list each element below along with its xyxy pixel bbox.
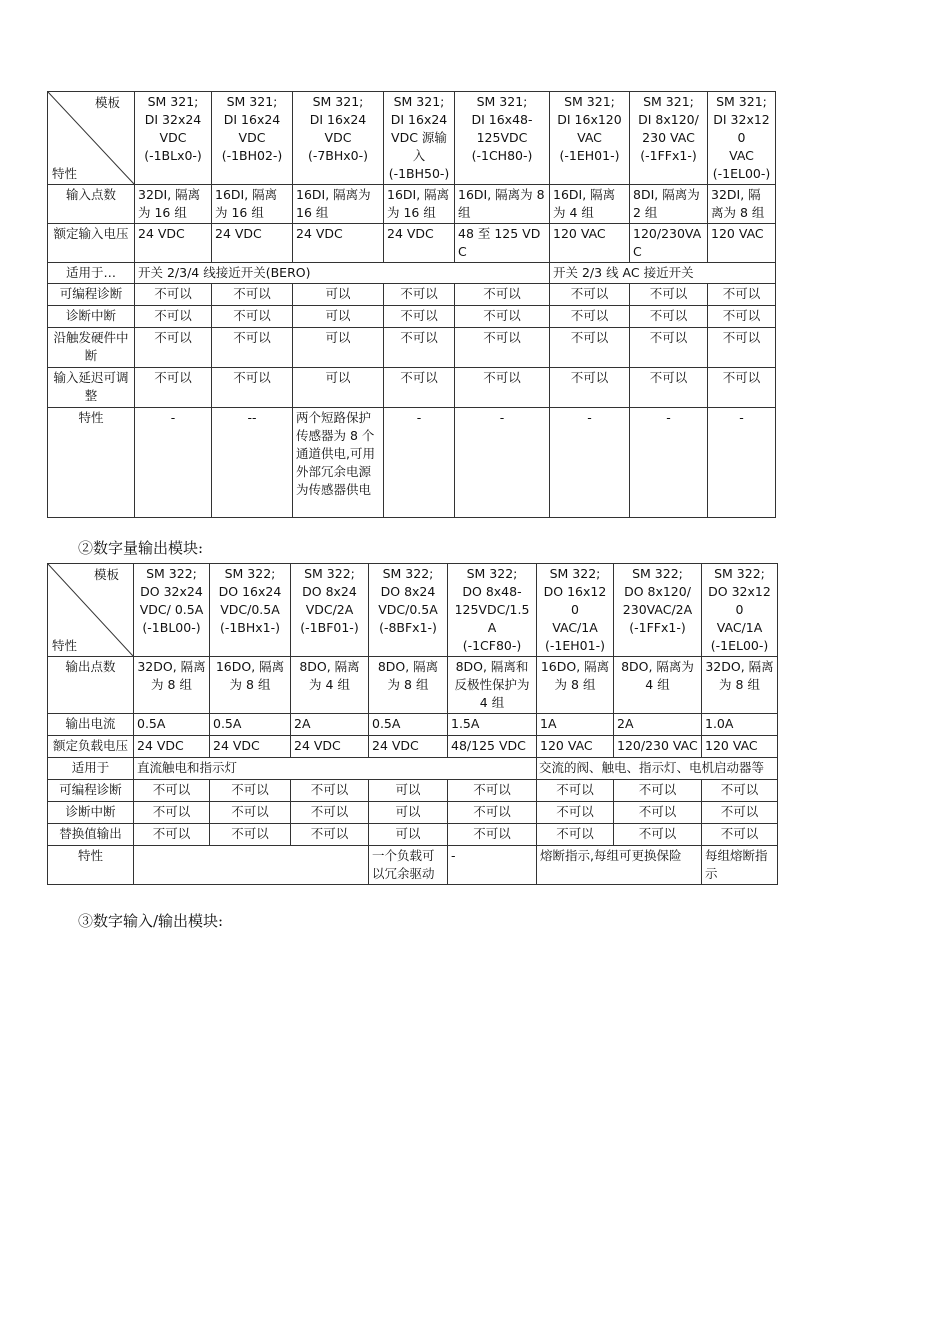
table-cell: 不可以 xyxy=(537,824,614,846)
table-cell: 24 VDC xyxy=(291,736,369,758)
table-cell: 24 VDC xyxy=(293,224,384,263)
di-module-header: SM 321; DI 16x24 VDC (-1BH02-) xyxy=(212,92,293,185)
table-cell: 不可以 xyxy=(134,824,210,846)
di-row-input-points xyxy=(48,185,776,224)
table-cell: - xyxy=(630,408,708,518)
table-cell: 两个短路保护传感器为 8 个通道供电,可用外部冗余电源为传感器供电 xyxy=(293,408,384,518)
table-cell: 不可以 xyxy=(708,368,776,408)
di-module-header: SM 321; DI 16x120 VAC (-1EH01-) xyxy=(550,92,630,185)
row-label: 输入点数 xyxy=(48,185,135,224)
table-cell: 不可以 xyxy=(702,780,778,802)
table-cell: 不可以 xyxy=(134,802,210,824)
table-cell: 不可以 xyxy=(384,368,455,408)
table-cell: 16DO, 隔离为 8 组 xyxy=(210,657,291,714)
table-cell: 不可以 xyxy=(210,824,291,846)
table-cell: 可以 xyxy=(369,780,448,802)
table-cell: 可以 xyxy=(293,306,384,328)
do-module-header: SM 322; DO 8x48- 125VDC/1.5A (-1CF80-) xyxy=(448,564,537,657)
table-cell: 24 VDC xyxy=(135,224,212,263)
table-cell: - xyxy=(550,408,630,518)
table-cell: - xyxy=(448,846,537,885)
do-module-header: SM 322; DO 8x120/ 230VAC/2A (-1FFx1-) xyxy=(614,564,702,657)
do-module-header: SM 322; DO 32x24 VDC/ 0.5A (-1BL00-) xyxy=(134,564,210,657)
table-cell: 120/230 VAC xyxy=(614,736,702,758)
table-cell: 不可以 xyxy=(550,306,630,328)
table-cell: 不可以 xyxy=(212,368,293,408)
table-cell: 不可以 xyxy=(630,328,708,368)
table-cell-ac: 交流的阀、触电、指示灯、电机启动器等 xyxy=(537,758,778,780)
table-cell: 不可以 xyxy=(448,780,537,802)
di-header-row xyxy=(48,92,776,185)
row-label: 可编程诊断 xyxy=(48,780,134,802)
table-cell: 可以 xyxy=(293,284,384,306)
table-cell: 不可以 xyxy=(455,284,550,306)
do-row-features xyxy=(48,846,778,885)
table-cell: 24 VDC xyxy=(134,736,210,758)
table-cell: 一个负载可以冗余驱动 xyxy=(369,846,448,885)
di-row-edge-interrupt xyxy=(48,328,776,368)
table-cell: 不可以 xyxy=(291,802,369,824)
table-cell: 8DO, 隔离为 4 组 xyxy=(614,657,702,714)
table-cell: 可以 xyxy=(369,824,448,846)
do-row-output-points xyxy=(48,657,778,714)
table-cell: 不可以 xyxy=(212,284,293,306)
di-module-header: SM 321; DI 16x48- 125VDC (-1CH80-) xyxy=(455,92,550,185)
do-module-header: SM 322; DO 32x120 VAC/1A (-1EL00-) xyxy=(702,564,778,657)
table-cell: 1A xyxy=(537,714,614,736)
di-corner-cell xyxy=(48,92,135,185)
table-cell: 16DI, 隔离为 16 组 xyxy=(384,185,455,224)
table-cell: 32DO, 隔离为 8 组 xyxy=(134,657,210,714)
do-module-header: SM 322; DO 16x120 VAC/1A (-1EH01-) xyxy=(537,564,614,657)
table-cell: 120 VAC xyxy=(708,224,776,263)
row-label: 额定输入电压 xyxy=(48,224,135,263)
row-label: 沿触发硬件中断 xyxy=(48,328,135,368)
table-cell-empty xyxy=(134,846,369,885)
do-corner-cell xyxy=(48,564,134,657)
table-cell: 不可以 xyxy=(630,284,708,306)
section-heading-digital-io: ③数字输入/输出模块: xyxy=(78,912,224,930)
di-module-header: SM 321; DI 32x24 VDC (-1BLx0-) xyxy=(135,92,212,185)
table-cell-dc: 直流触电和指示灯 xyxy=(134,758,537,780)
table-cell: 1.5A xyxy=(448,714,537,736)
do-module-header: SM 322; DO 8x24 VDC/0.5A (-8BFx1-) xyxy=(369,564,448,657)
table-cell: 不可以 xyxy=(550,368,630,408)
digital-input-module-table xyxy=(47,91,776,518)
table-cell: 32DO, 隔离为 8 组 xyxy=(702,657,778,714)
di-module-header: SM 321; DI 8x120/ 230 VAC (-1FFx1-) xyxy=(630,92,708,185)
table-cell: 0.5A xyxy=(369,714,448,736)
table-cell: 8DO, 隔离和反极性保护为 4 组 xyxy=(448,657,537,714)
section-heading-digital-output: ②数字量输出模块: xyxy=(78,539,204,557)
table-cell: 不可以 xyxy=(550,328,630,368)
table-cell: 不可以 xyxy=(455,306,550,328)
di-row-input-delay xyxy=(48,368,776,408)
table-cell: 不可以 xyxy=(455,368,550,408)
corner-label-module: 模板 xyxy=(94,95,120,110)
table-cell: - xyxy=(455,408,550,518)
di-row-programmable-diagnostics xyxy=(48,284,776,306)
row-label: 适用于… xyxy=(48,263,135,284)
table-cell: 120 VAC xyxy=(550,224,630,263)
corner-label-feature: 特性 xyxy=(52,638,78,653)
table-cell: 不可以 xyxy=(384,328,455,368)
corner-label-feature: 特性 xyxy=(52,166,78,181)
row-label: 替换值输出 xyxy=(48,824,134,846)
table-cell: 每组熔断指示 xyxy=(702,846,778,885)
table-cell: 不可以 xyxy=(702,824,778,846)
table-cell: 32DI, 隔离为 16 组 xyxy=(135,185,212,224)
table-cell: 24 VDC xyxy=(384,224,455,263)
table-cell: - xyxy=(708,408,776,518)
table-cell: 不可以 xyxy=(537,802,614,824)
table-cell: - xyxy=(384,408,455,518)
table-cell: 不可以 xyxy=(291,824,369,846)
di-module-header: SM 321; DI 16x24 VDC (-7BHx0-) xyxy=(293,92,384,185)
di-row-diagnostic-interrupt xyxy=(48,306,776,328)
table-cell: 不可以 xyxy=(384,306,455,328)
table-cell: 不可以 xyxy=(135,328,212,368)
table-cell: 不可以 xyxy=(210,780,291,802)
table-cell: -- xyxy=(212,408,293,518)
table-cell: 120/230VAC xyxy=(630,224,708,263)
table-cell: - xyxy=(135,408,212,518)
table-cell: 不可以 xyxy=(291,780,369,802)
corner-label-module: 模板 xyxy=(93,567,119,582)
table-cell: 8DO, 隔离为 8 组 xyxy=(369,657,448,714)
table-cell: 不可以 xyxy=(210,802,291,824)
row-label: 可编程诊断 xyxy=(48,284,135,306)
table-cell: 不可以 xyxy=(614,824,702,846)
table-cell: 2A xyxy=(291,714,369,736)
table-cell: 不可以 xyxy=(212,328,293,368)
do-row-programmable-diagnostics xyxy=(48,780,778,802)
di-module-header: SM 321; DI 16x24 VDC 源输入 (-1BH50-) xyxy=(384,92,455,185)
table-cell: 0.5A xyxy=(134,714,210,736)
table-cell: 24 VDC xyxy=(210,736,291,758)
do-module-header: SM 322; DO 8x24 VDC/2A (-1BF01-) xyxy=(291,564,369,657)
di-row-suitable-for xyxy=(48,263,776,284)
table-cell: 可以 xyxy=(369,802,448,824)
table-cell: 不可以 xyxy=(135,368,212,408)
table-cell: 不可以 xyxy=(630,368,708,408)
table-cell: 0.5A xyxy=(210,714,291,736)
do-row-output-current xyxy=(48,714,778,736)
row-label: 诊断中断 xyxy=(48,802,134,824)
table-cell: 不可以 xyxy=(212,306,293,328)
table-cell: 1.0A xyxy=(702,714,778,736)
row-label: 输出电流 xyxy=(48,714,134,736)
row-label: 输出点数 xyxy=(48,657,134,714)
di-row-features xyxy=(48,408,776,518)
table-cell: 不可以 xyxy=(630,306,708,328)
table-cell: 不可以 xyxy=(384,284,455,306)
table-cell: 48 至 125 VDC xyxy=(455,224,550,263)
table-cell: 可以 xyxy=(293,328,384,368)
table-cell: 48/125 VDC xyxy=(448,736,537,758)
di-row-rated-voltage xyxy=(48,224,776,263)
table-cell: 2A xyxy=(614,714,702,736)
table-cell: 16DI, 隔离为 8 组 xyxy=(455,185,550,224)
table-cell: 16DO, 隔离为 8 组 xyxy=(537,657,614,714)
table-cell: 不可以 xyxy=(537,780,614,802)
digital-output-module-table xyxy=(47,563,778,885)
table-cell: 16DI, 隔离为 4 组 xyxy=(550,185,630,224)
do-header-row xyxy=(48,564,778,657)
table-cell: 不可以 xyxy=(702,802,778,824)
row-label: 适用于 xyxy=(48,758,134,780)
table-cell: 不可以 xyxy=(550,284,630,306)
table-cell: 120 VAC xyxy=(702,736,778,758)
table-cell: 不可以 xyxy=(448,824,537,846)
table-cell: 不可以 xyxy=(134,780,210,802)
table-cell: 不可以 xyxy=(455,328,550,368)
row-label: 特性 xyxy=(48,846,134,885)
table-cell-ac: 开关 2/3 线 AC 接近开关 xyxy=(550,263,776,284)
table-cell: 不可以 xyxy=(708,306,776,328)
do-row-diagnostic-interrupt xyxy=(48,802,778,824)
table-cell: 8DO, 隔离为 4 组 xyxy=(291,657,369,714)
table-cell: 不可以 xyxy=(614,780,702,802)
di-module-header: SM 321; DI 32x120 VAC (-1EL00-) xyxy=(708,92,776,185)
table-cell: 不可以 xyxy=(708,328,776,368)
do-row-rated-load-voltage xyxy=(48,736,778,758)
row-label: 特性 xyxy=(48,408,135,518)
do-row-substitute-output xyxy=(48,824,778,846)
table-cell: 120 VAC xyxy=(537,736,614,758)
table-cell: 不可以 xyxy=(448,802,537,824)
do-row-suitable-for xyxy=(48,758,778,780)
table-cell: 24 VDC xyxy=(212,224,293,263)
table-cell: 不可以 xyxy=(135,284,212,306)
row-label: 诊断中断 xyxy=(48,306,135,328)
table-cell: 8DI, 隔离为 2 组 xyxy=(630,185,708,224)
table-cell: 不可以 xyxy=(708,284,776,306)
table-cell: 32DI, 隔离为 8 组 xyxy=(708,185,776,224)
row-label: 输入延迟可调整 xyxy=(48,368,135,408)
table-cell: 可以 xyxy=(293,368,384,408)
table-cell: 16DI, 隔离为 16 组 xyxy=(212,185,293,224)
table-cell: 24 VDC xyxy=(369,736,448,758)
table-cell: 熔断指示,每组可更换保险 xyxy=(537,846,702,885)
table-cell: 不可以 xyxy=(614,802,702,824)
table-cell-dc: 开关 2/3/4 线接近开关(BERO) xyxy=(135,263,550,284)
row-label: 额定负载电压 xyxy=(48,736,134,758)
table-cell: 16DI, 隔离为 16 组 xyxy=(293,185,384,224)
table-cell: 不可以 xyxy=(135,306,212,328)
do-module-header: SM 322; DO 16x24 VDC/0.5A (-1BHx1-) xyxy=(210,564,291,657)
